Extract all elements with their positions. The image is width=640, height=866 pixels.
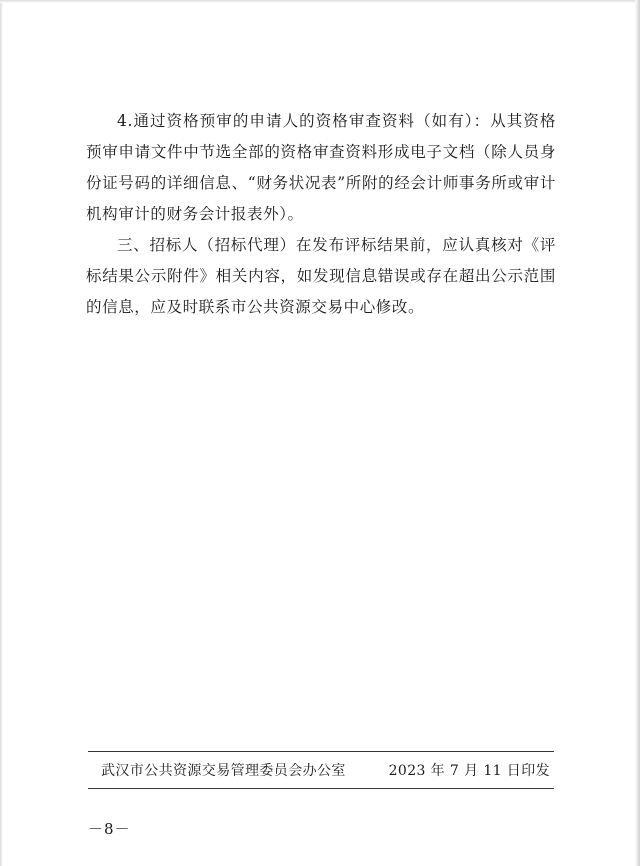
footer-issue-date: 2023 年 7 月 11 日印发 [388, 763, 550, 779]
page-number: －8－ [88, 820, 131, 838]
paragraph-tenderer-verification: 三、招标人（招标代理）在发布评标结果前，应认真核对《评标结果公示附件》相关内容，如发现信息错误或存在超出公示范围的信息，应及时联系市公共资源交易中心修改。 [86, 236, 556, 316]
page-edge-shadow-right [635, 0, 640, 866]
footer-rule-bottom [88, 788, 554, 789]
document-body [86, 106, 556, 323]
footer-issuer: 武汉市公共资源交易管理委员会办公室 [101, 763, 346, 779]
page-edge-shadow-left [0, 0, 3, 866]
paragraph-qualification-materials: 4.通过资格预审的申请人的资格审查资料（如有）：从其资格预审申请文件中节选全部的资格审查资料形成电子文档（除人员身份证号码的详细信息、“财务状况表”所附的经会计师事务所或审计机构审计的财务会计报表外）。 [86, 112, 556, 223]
footer-rule-top [88, 751, 554, 752]
page-edge-shadow-top [0, 0, 640, 3]
